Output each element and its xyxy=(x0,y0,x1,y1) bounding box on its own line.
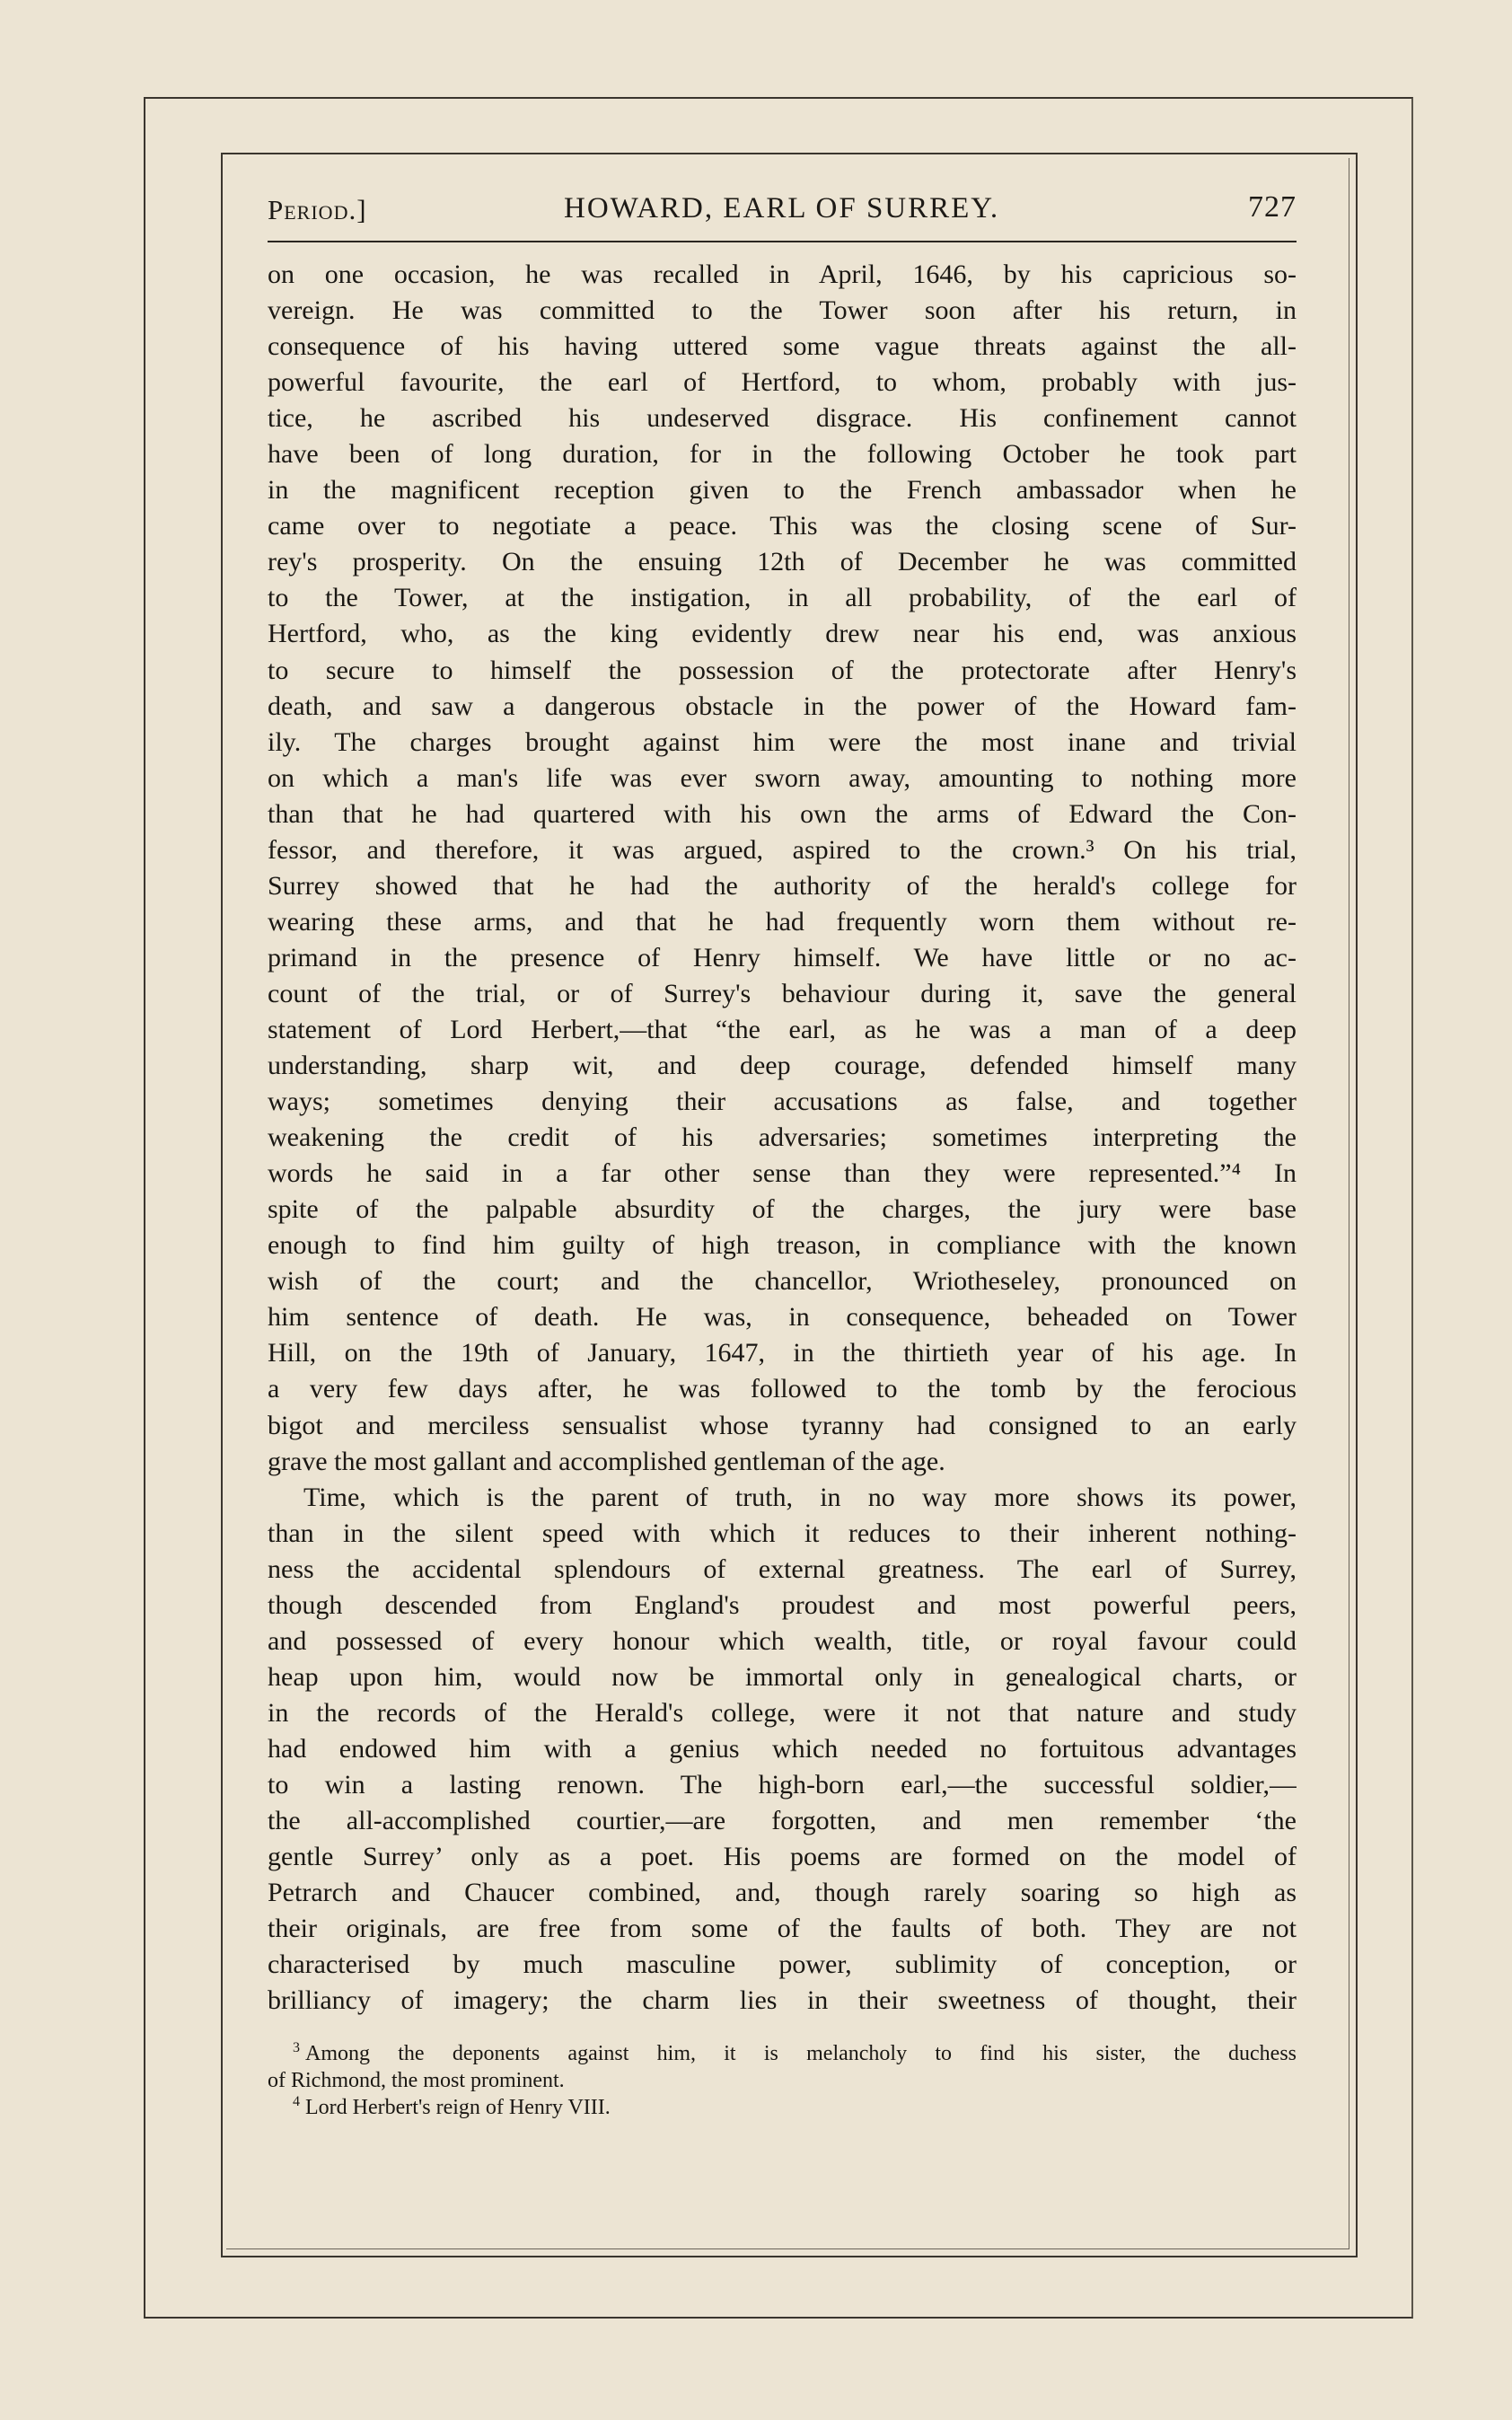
text-line: rey's prosperity. On the ensuing 12th of December he was committed xyxy=(268,547,1297,577)
page-number: 727 xyxy=(1248,190,1297,224)
text-line: spite of the palpable absurdity of the charges, the jury were base xyxy=(268,1194,1297,1225)
text-line: though descended from England's proudest and most powerful peers, xyxy=(268,1589,1297,1620)
text-line: powerful favourite, the earl of Hertford, to whom, probably with jus- xyxy=(268,367,1297,398)
text-line: weakening the credit of his adversaries; sometimes interpreting the xyxy=(268,1122,1297,1153)
text-line: understanding, sharp wit, and deep courage, defended himself many xyxy=(268,1051,1297,1081)
text-line: characterised by much masculine power, sublimity of conception, or xyxy=(268,1949,1297,1980)
text-line: to the Tower, at the instigation, in all probability, of the earl of xyxy=(268,583,1297,613)
text-line: and possessed of every honour which wealth, title, or royal favour could xyxy=(268,1625,1297,1656)
text-line: on which a man's life was ever sworn away, amounting to nothing more xyxy=(268,762,1297,793)
header-rule xyxy=(268,241,1297,242)
text-line: their originals, are free from some of the faults of both. They are not xyxy=(268,1914,1297,1944)
text-line: enough to find him guilty of high treason, in compliance with the known xyxy=(268,1230,1297,1261)
text-line: to win a lasting renown. The high-born earl,—the successful soldier,— xyxy=(268,1769,1297,1800)
text-line: wearing these arms, and that he had frequently worn them without re- xyxy=(268,906,1297,937)
text-line: ily. The charges brought against him were the most inane and trivial xyxy=(268,726,1297,757)
running-head-section: Period.] xyxy=(268,194,367,225)
text-line: wish of the court; and the chancellor, Wriotheseley, pronounced on xyxy=(268,1266,1297,1297)
text-line: Petrarch and Chaucer combined, and, though rarely soaring so high as xyxy=(268,1878,1297,1908)
text-line: count of the trial, or of Surrey's behaviour during it, save the general xyxy=(268,978,1297,1008)
footnote-text: Lord Herbert's reign of Henry VIII. xyxy=(305,2096,611,2120)
text-line: Hertford, who, as the king evidently drew near his end, was anxious xyxy=(268,619,1297,649)
text-line: the all-accomplished courtier,—are forgotten, and men remember ‘the xyxy=(268,1806,1297,1836)
text-line: death, and saw a dangerous obstacle in the power of the Howard fam- xyxy=(268,691,1297,721)
text-line: statement of Lord Herbert,—that “the earl, as he was a man of a deep xyxy=(268,1014,1297,1044)
footnote-text: of Richmond, the most prominent. xyxy=(268,2069,565,2093)
text-line: in the magnificent reception given to the French ambassador when he xyxy=(268,475,1297,506)
text-line: ness the accidental splendours of external greatness. The earl of Surrey, xyxy=(268,1553,1297,1584)
text-line: tice, he ascribed his undeserved disgrace. His confinement cannot xyxy=(268,403,1297,434)
text-line: brilliancy of imagery; the charm lies in their sweetness of thought, their xyxy=(268,1985,1297,2016)
text-line: heap upon him, would now be immortal only in genealogical charts, or xyxy=(268,1661,1297,1692)
text-line: grave the most gallant and accomplished gentleman of the age. xyxy=(268,1446,945,1476)
text-line: than in the silent speed with which it reduces to their inherent nothing- xyxy=(268,1518,1297,1548)
text-line: primand in the presence of Henry himself. We have little or no ac- xyxy=(268,942,1297,972)
text-line: Time, which is the parent of truth, in no way more shows its power, xyxy=(303,1482,1297,1512)
text-line: consequence of his having uttered some vague threats against the all- xyxy=(268,331,1297,362)
text-line: in the records of the Herald's college, were it not that nature and study xyxy=(268,1697,1297,1728)
body-text xyxy=(268,257,1297,2019)
footnote-mark: 3 xyxy=(293,2040,300,2056)
text-line: have been of long duration, for in the following October he took part xyxy=(268,439,1297,470)
text-line: vereign. He was committed to the Tower soon after his return, in xyxy=(268,295,1297,326)
footnote-line xyxy=(268,2094,1297,2121)
footnote-line xyxy=(268,2040,1297,2067)
running-head xyxy=(268,190,1297,235)
text-line: had endowed him with a genius which needed no fortuitous advantages xyxy=(268,1733,1297,1764)
text-line: came over to negotiate a peace. This was the closing scene of Sur- xyxy=(268,511,1297,541)
text-line: a very few days after, he was followed to the tomb by the ferocious xyxy=(268,1374,1297,1404)
book-page xyxy=(268,190,1297,2121)
text-line: fessor, and therefore, it was argued, aspired to the crown.³ On his trial, xyxy=(268,834,1297,865)
footnote-line xyxy=(268,2067,1297,2094)
text-line: Hill, on the 19th of January, 1647, in the thirtieth year of his age. In xyxy=(268,1338,1297,1368)
footnotes xyxy=(268,2040,1297,2121)
text-line: to secure to himself the possession of the protectorate after Henry's xyxy=(268,655,1297,685)
text-line: words he said in a far other sense than they were represented.”⁴ In xyxy=(268,1158,1297,1189)
running-head-title: HOWARD, EARL OF SURREY. xyxy=(564,192,1000,224)
text-line: gentle Surrey’ only as a poet. His poems are formed on the model of xyxy=(268,1842,1297,1872)
text-line: bigot and merciless sensualist whose tyranny had consigned to an early xyxy=(268,1410,1297,1440)
footnote-text: Among the deponents against him, it is melancholy to find his sister, the duchess xyxy=(305,2042,1297,2066)
text-line: Surrey showed that he had the authority of the herald's college for xyxy=(268,870,1297,901)
footnote-mark: 4 xyxy=(293,2094,300,2110)
text-line: ways; sometimes denying their accusations as false, and together xyxy=(268,1087,1297,1117)
text-line: on one occasion, he was recalled in April, 1646, by his capricious so- xyxy=(268,260,1297,289)
text-line: than that he had quartered with his own the arms of Edward the Con- xyxy=(268,798,1297,829)
text-line: him sentence of death. He was, in consequence, beheaded on Tower xyxy=(268,1302,1297,1333)
